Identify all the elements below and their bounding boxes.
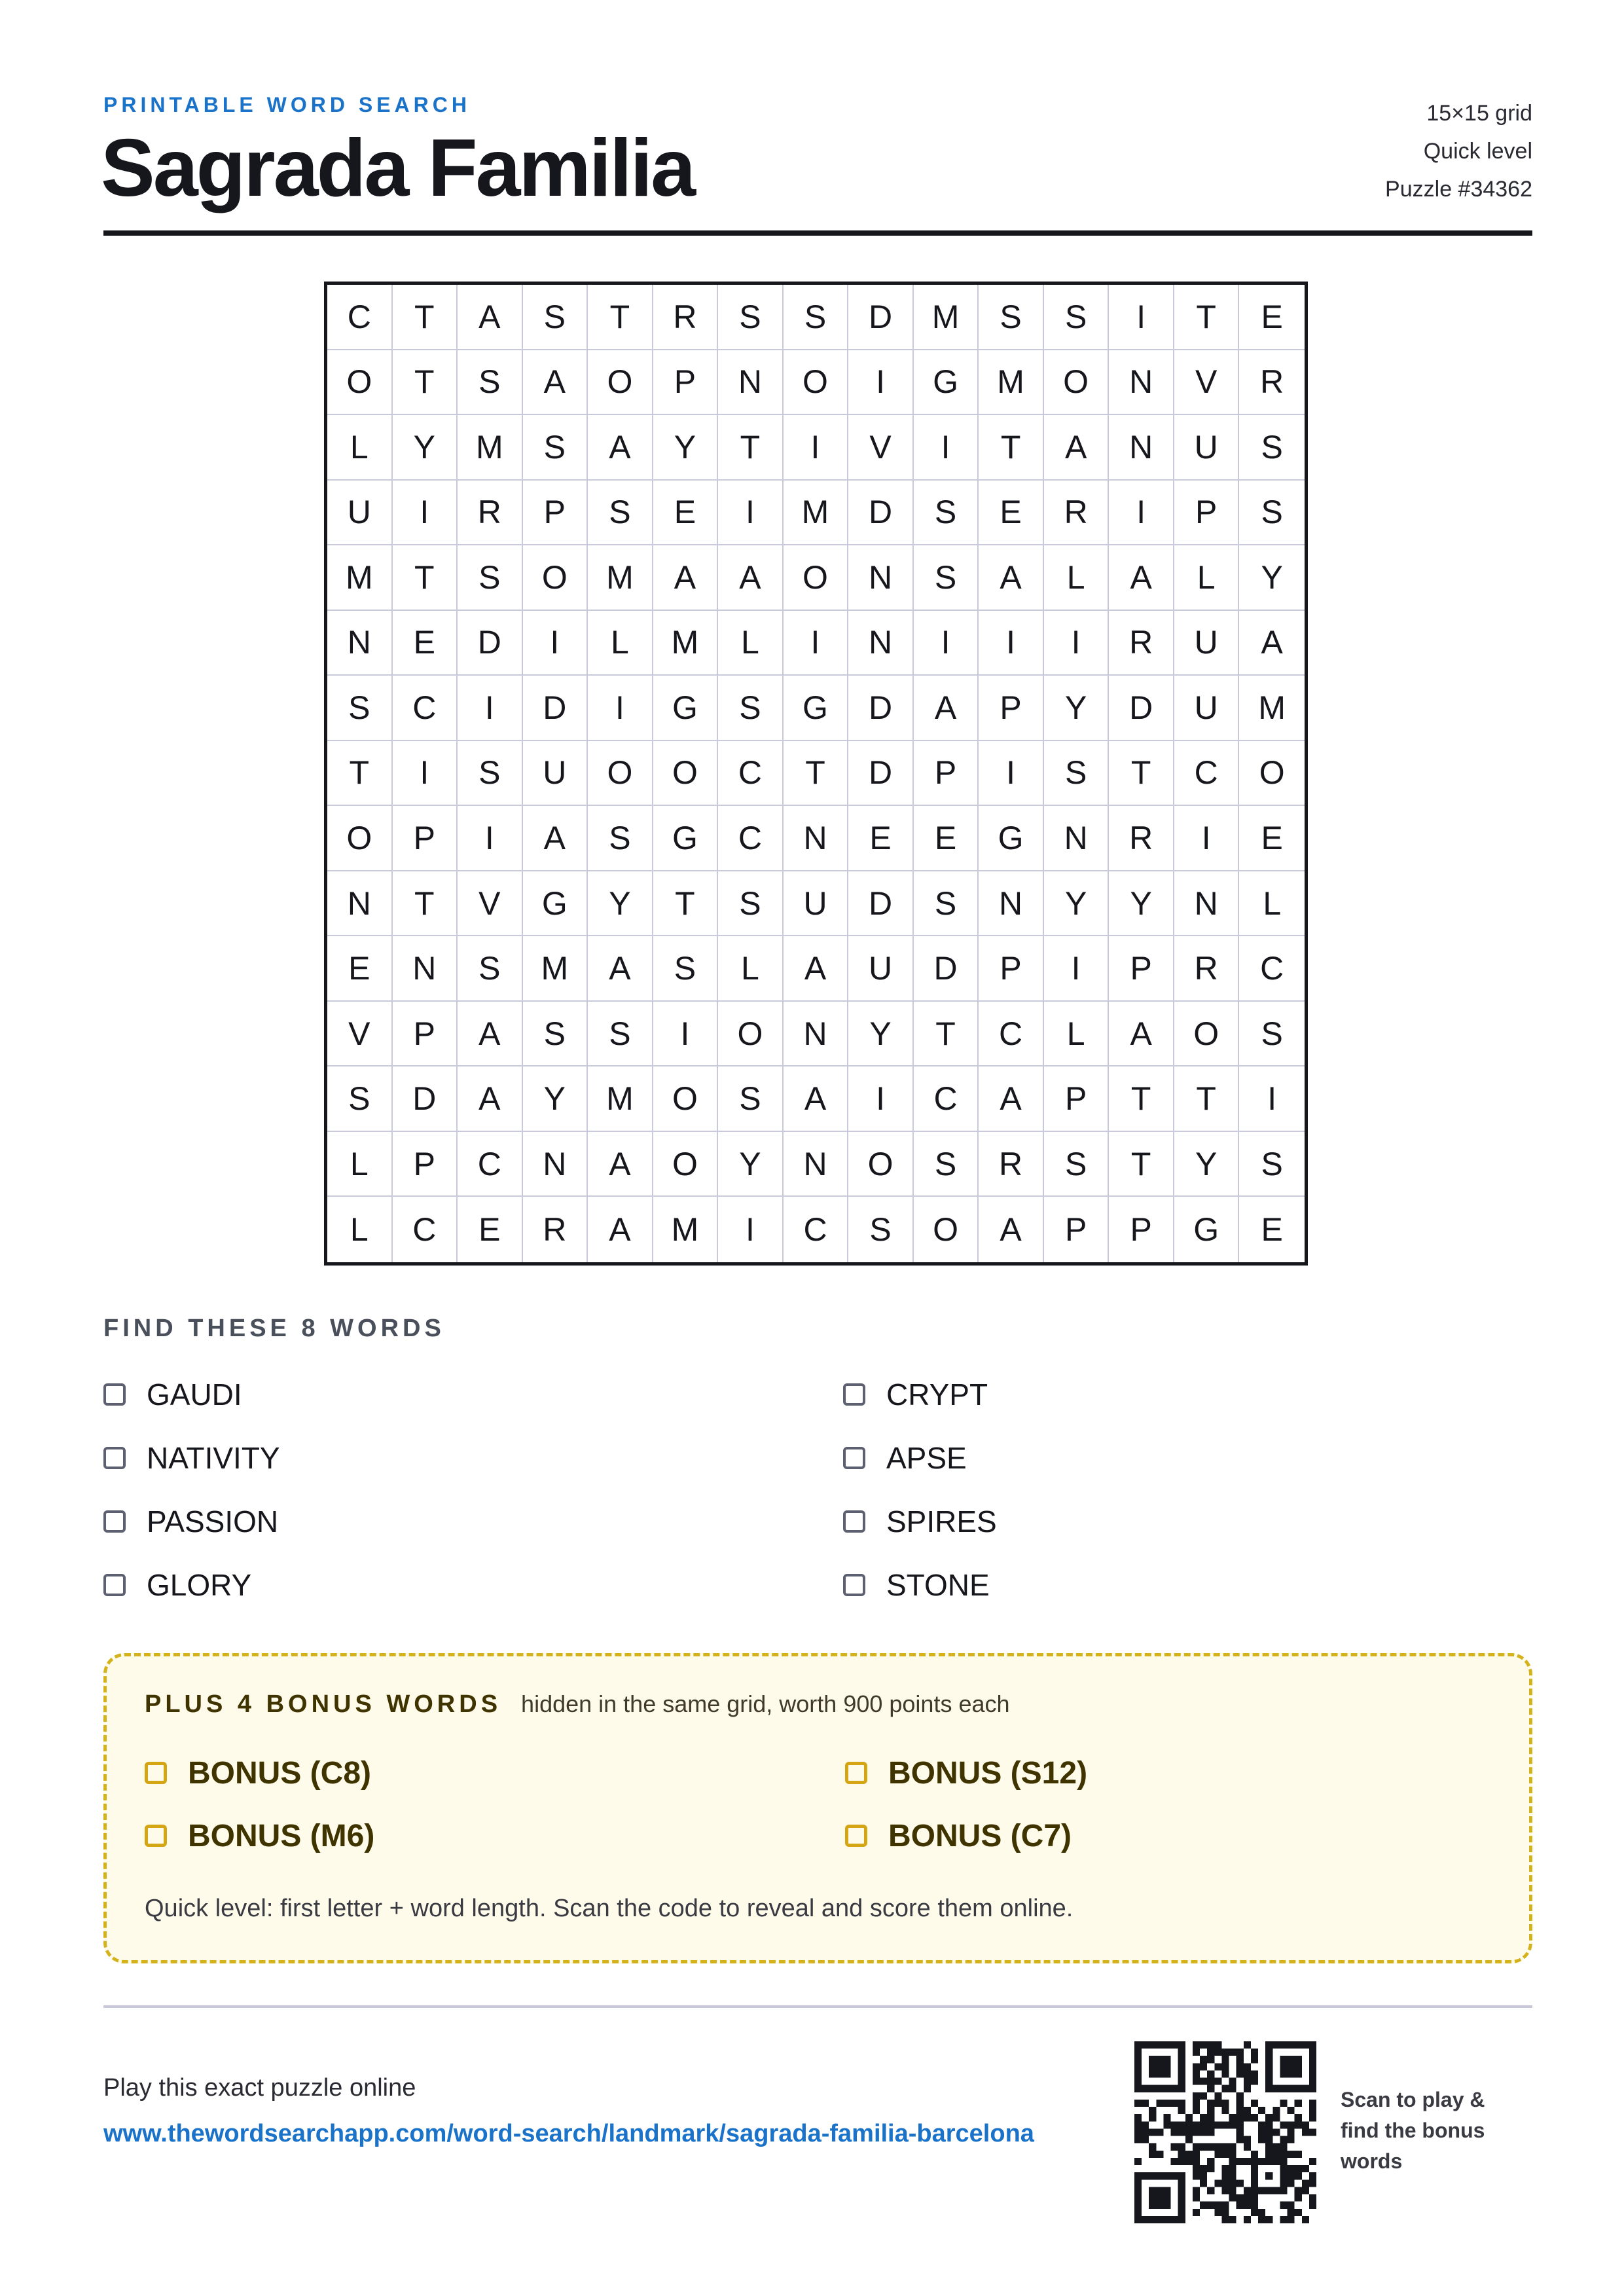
grid-cell[interactable]: M: [523, 936, 588, 1002]
grid-cell[interactable]: R: [653, 285, 719, 350]
word-list-item[interactable]: [843, 1498, 1532, 1545]
bonus-word-item[interactable]: [845, 1749, 1303, 1796]
grid-cell[interactable]: S: [1044, 741, 1110, 807]
grid-cell[interactable]: R: [1239, 350, 1305, 416]
checkbox-icon[interactable]: [843, 1383, 865, 1406]
grid-cell[interactable]: O: [1174, 1002, 1240, 1067]
puzzle-url-link[interactable]: www.thewordsearchapp.com/word-search/landmark/sagrada-familia-barcelona: [103, 2120, 1034, 2147]
grid-cell[interactable]: R: [979, 1132, 1044, 1197]
grid-cell[interactable]: P: [653, 350, 719, 416]
grid-cell[interactable]: Y: [848, 1002, 914, 1067]
play-online-label: Play this exact puzzle online: [103, 2074, 416, 2102]
grid-cell[interactable]: E: [393, 611, 458, 676]
grid-cell[interactable]: Y: [653, 415, 719, 481]
grid-cell[interactable]: S: [588, 1002, 653, 1067]
grid-cell[interactable]: S: [1239, 481, 1305, 546]
grid-cell[interactable]: P: [914, 741, 979, 807]
grid-cell[interactable]: T: [653, 871, 719, 937]
grid-cell[interactable]: I: [1109, 481, 1174, 546]
grid-cell[interactable]: S: [653, 936, 719, 1002]
grid-cell[interactable]: A: [653, 545, 719, 611]
grid-cell[interactable]: E: [1239, 806, 1305, 871]
grid-cell[interactable]: G: [523, 871, 588, 937]
grid-cell[interactable]: S: [1044, 285, 1110, 350]
grid-cell[interactable]: S: [914, 481, 979, 546]
word-list-item[interactable]: [843, 1371, 1532, 1418]
grid-cell[interactable]: R: [1174, 936, 1240, 1002]
word-label: NATIVITY: [147, 1441, 280, 1475]
checkbox-icon[interactable]: [103, 1510, 126, 1533]
grid-cell[interactable]: L: [588, 611, 653, 676]
grid-cell[interactable]: M: [458, 415, 523, 481]
grid-cell[interactable]: O: [588, 741, 653, 807]
grid-cell[interactable]: I: [1109, 285, 1174, 350]
grid-cell[interactable]: M: [588, 1066, 653, 1132]
word-list-item[interactable]: [843, 1434, 1532, 1482]
grid-cell[interactable]: O: [653, 1066, 719, 1132]
grid-cell[interactable]: N: [1044, 806, 1110, 871]
grid-cell[interactable]: A: [458, 1066, 523, 1132]
grid-cell[interactable]: R: [523, 1197, 588, 1262]
grid-cell[interactable]: T: [1109, 741, 1174, 807]
grid-cell[interactable]: I: [718, 481, 784, 546]
bonus-word-label: BONUS (M6): [188, 1818, 375, 1853]
grid-cell[interactable]: C: [784, 1197, 849, 1262]
grid-cell[interactable]: S: [784, 285, 849, 350]
grid-cell[interactable]: I: [393, 741, 458, 807]
grid-cell[interactable]: D: [848, 285, 914, 350]
grid-cell[interactable]: N: [393, 936, 458, 1002]
grid-cell[interactable]: N: [718, 350, 784, 416]
grid-cell[interactable]: A: [523, 350, 588, 416]
grid-cell[interactable]: V: [1174, 350, 1240, 416]
bonus-word-item[interactable]: [845, 1812, 1303, 1859]
header-divider: [103, 230, 1532, 236]
grid-cell[interactable]: M: [653, 1197, 719, 1262]
grid-cell[interactable]: G: [653, 676, 719, 741]
checkbox-icon[interactable]: [843, 1574, 865, 1596]
grid-cell[interactable]: S: [718, 285, 784, 350]
grid-cell[interactable]: S: [458, 545, 523, 611]
grid-cell[interactable]: S: [458, 350, 523, 416]
grid-cell[interactable]: E: [1239, 285, 1305, 350]
grid-cell[interactable]: N: [1174, 871, 1240, 937]
grid-cell[interactable]: A: [979, 545, 1044, 611]
grid-cell[interactable]: N: [784, 806, 849, 871]
grid-cell[interactable]: Y: [588, 871, 653, 937]
grid-cell[interactable]: U: [1174, 676, 1240, 741]
grid-cell[interactable]: D: [458, 611, 523, 676]
grid-cell[interactable]: Y: [393, 415, 458, 481]
grid-cell[interactable]: A: [784, 1066, 849, 1132]
grid-cell[interactable]: C: [718, 806, 784, 871]
grid-cell[interactable]: T: [393, 350, 458, 416]
word-label: APSE: [886, 1441, 967, 1475]
grid-cell[interactable]: S: [1239, 415, 1305, 481]
letter-grid: [324, 282, 1308, 1266]
grid-cell[interactable]: T: [1174, 285, 1240, 350]
grid-cell[interactable]: L: [1044, 545, 1110, 611]
grid-cell[interactable]: A: [1239, 611, 1305, 676]
grid-cell[interactable]: O: [653, 741, 719, 807]
grid-cell[interactable]: A: [588, 1132, 653, 1197]
grid-cell[interactable]: I: [848, 350, 914, 416]
grid-cell[interactable]: N: [784, 1002, 849, 1067]
grid-cell[interactable]: A: [914, 676, 979, 741]
grid-cell[interactable]: E: [979, 481, 1044, 546]
grid-cell[interactable]: E: [848, 806, 914, 871]
grid-cell[interactable]: P: [523, 481, 588, 546]
grid-cell[interactable]: A: [1044, 415, 1110, 481]
grid-cell[interactable]: I: [588, 676, 653, 741]
word-label: GAUDI: [147, 1377, 242, 1412]
grid-cell[interactable]: S: [523, 415, 588, 481]
grid-cell[interactable]: C: [718, 741, 784, 807]
bonus-word-label: BONUS (S12): [888, 1755, 1088, 1791]
grid-cell[interactable]: I: [784, 611, 849, 676]
word-list-item[interactable]: [103, 1498, 843, 1545]
grid-cell[interactable]: L: [327, 1132, 393, 1197]
footer-divider: [103, 2005, 1532, 2008]
grid-cell[interactable]: V: [458, 871, 523, 937]
grid-cell[interactable]: S: [914, 1132, 979, 1197]
grid-cell[interactable]: I: [1044, 936, 1110, 1002]
grid-cell[interactable]: S: [458, 936, 523, 1002]
grid-cell[interactable]: A: [784, 936, 849, 1002]
grid-cell[interactable]: R: [1044, 481, 1110, 546]
grid-cell[interactable]: M: [979, 350, 1044, 416]
grid-cell[interactable]: C: [1239, 936, 1305, 1002]
grid-cell[interactable]: D: [914, 936, 979, 1002]
grid-cell[interactable]: G: [784, 676, 849, 741]
grid-cell[interactable]: C: [393, 676, 458, 741]
grid-cell[interactable]: R: [1109, 806, 1174, 871]
grid-size-label: 15×15 grid: [1426, 101, 1532, 126]
grid-cell[interactable]: Y: [1239, 545, 1305, 611]
grid-cell[interactable]: C: [979, 1002, 1044, 1067]
bonus-word-item[interactable]: [145, 1749, 845, 1796]
grid-cell[interactable]: L: [327, 1197, 393, 1262]
grid-cell[interactable]: S: [458, 741, 523, 807]
grid-cell[interactable]: T: [914, 1002, 979, 1067]
level-label: Quick level: [1423, 139, 1532, 164]
checkbox-icon[interactable]: [145, 1762, 167, 1784]
grid-cell[interactable]: S: [327, 676, 393, 741]
grid-cell[interactable]: A: [588, 415, 653, 481]
word-list-item[interactable]: [103, 1434, 843, 1482]
grid-cell[interactable]: A: [588, 1197, 653, 1262]
grid-cell[interactable]: A: [588, 936, 653, 1002]
grid-cell[interactable]: O: [327, 806, 393, 871]
grid-cell[interactable]: T: [1109, 1132, 1174, 1197]
page-eyebrow: PRINTABLE WORD SEARCH: [103, 93, 471, 117]
bonus-word-label: BONUS (C8): [188, 1755, 372, 1791]
grid-cell[interactable]: Y: [1174, 1132, 1240, 1197]
grid-cell[interactable]: T: [1109, 1066, 1174, 1132]
grid-cell[interactable]: U: [1174, 611, 1240, 676]
grid-cell[interactable]: S: [1239, 1002, 1305, 1067]
checkbox-icon[interactable]: [845, 1825, 867, 1847]
grid-cell[interactable]: I: [393, 481, 458, 546]
checkbox-icon[interactable]: [103, 1383, 126, 1406]
bonus-panel: [103, 1653, 1532, 1963]
grid-cell[interactable]: E: [653, 481, 719, 546]
checkbox-icon[interactable]: [103, 1574, 126, 1596]
grid-cell[interactable]: A: [979, 1197, 1044, 1262]
grid-cell[interactable]: N: [848, 545, 914, 611]
puzzle-meta: [1385, 94, 1532, 208]
grid-cell[interactable]: D: [393, 1066, 458, 1132]
checkbox-icon[interactable]: [103, 1447, 126, 1469]
grid-cell[interactable]: L: [718, 611, 784, 676]
grid-cell[interactable]: S: [718, 676, 784, 741]
word-label: GLORY: [147, 1568, 252, 1602]
grid-cell[interactable]: A: [979, 1066, 1044, 1132]
grid-cell[interactable]: Y: [718, 1132, 784, 1197]
grid-cell[interactable]: I: [784, 415, 849, 481]
grid-cell[interactable]: Y: [523, 1066, 588, 1132]
grid-cell[interactable]: P: [1044, 1197, 1110, 1262]
checkbox-icon[interactable]: [845, 1762, 867, 1784]
grid-cell[interactable]: U: [848, 936, 914, 1002]
grid-cell[interactable]: M: [914, 285, 979, 350]
grid-cell[interactable]: I: [848, 1066, 914, 1132]
bonus-subheading: hidden in the same grid, worth 900 points each: [521, 1690, 1010, 1717]
grid-cell[interactable]: Y: [1044, 871, 1110, 937]
word-label: SPIRES: [886, 1504, 997, 1539]
grid-cell[interactable]: S: [1239, 1132, 1305, 1197]
grid-cell[interactable]: P: [1109, 936, 1174, 1002]
grid-cell[interactable]: N: [848, 611, 914, 676]
grid-cell[interactable]: N: [327, 611, 393, 676]
grid-cell[interactable]: O: [1044, 350, 1110, 416]
grid-cell[interactable]: G: [914, 350, 979, 416]
grid-cell[interactable]: A: [458, 285, 523, 350]
grid-cell[interactable]: D: [848, 871, 914, 937]
bonus-word-item[interactable]: [145, 1812, 845, 1859]
grid-cell[interactable]: A: [1109, 545, 1174, 611]
grid-cell[interactable]: O: [848, 1132, 914, 1197]
grid-cell[interactable]: E: [327, 936, 393, 1002]
grid-cell[interactable]: L: [1239, 871, 1305, 937]
grid-cell[interactable]: E: [458, 1197, 523, 1262]
grid-cell[interactable]: I: [458, 806, 523, 871]
grid-cell[interactable]: I: [1239, 1066, 1305, 1132]
checkbox-icon[interactable]: [843, 1510, 865, 1533]
word-label: PASSION: [147, 1504, 279, 1539]
grid-cell[interactable]: U: [784, 871, 849, 937]
grid-cell[interactable]: O: [784, 350, 849, 416]
grid-cell[interactable]: P: [979, 676, 1044, 741]
grid-cell[interactable]: G: [979, 806, 1044, 871]
grid-cell[interactable]: S: [588, 806, 653, 871]
grid-cell[interactable]: S: [979, 285, 1044, 350]
grid-cell[interactable]: T: [784, 741, 849, 807]
grid-cell[interactable]: M: [784, 481, 849, 546]
grid-cell[interactable]: T: [718, 415, 784, 481]
grid-cell[interactable]: I: [979, 611, 1044, 676]
grid-cell[interactable]: I: [914, 611, 979, 676]
grid-cell[interactable]: P: [1044, 1066, 1110, 1132]
grid-cell[interactable]: M: [588, 545, 653, 611]
grid-cell[interactable]: Y: [1109, 871, 1174, 937]
grid-cell[interactable]: M: [327, 545, 393, 611]
grid-cell[interactable]: N: [523, 1132, 588, 1197]
grid-cell[interactable]: P: [1174, 481, 1240, 546]
bonus-word-list: [145, 1749, 1303, 1875]
grid-cell[interactable]: L: [718, 936, 784, 1002]
grid-cell[interactable]: S: [1044, 1132, 1110, 1197]
bonus-word-label: BONUS (C7): [888, 1818, 1072, 1853]
grid-cell[interactable]: O: [523, 545, 588, 611]
grid-cell[interactable]: I: [718, 1197, 784, 1262]
grid-cell[interactable]: S: [718, 871, 784, 937]
grid-cell[interactable]: G: [1174, 1197, 1240, 1262]
grid-cell[interactable]: R: [458, 481, 523, 546]
grid-cell[interactable]: P: [393, 1002, 458, 1067]
grid-cell[interactable]: V: [327, 1002, 393, 1067]
grid-cell[interactable]: P: [393, 806, 458, 871]
grid-cell[interactable]: R: [1109, 611, 1174, 676]
grid-cell[interactable]: L: [1044, 1002, 1110, 1067]
grid-cell[interactable]: D: [848, 741, 914, 807]
grid-cell[interactable]: O: [653, 1132, 719, 1197]
grid-cell[interactable]: O: [914, 1197, 979, 1262]
grid-cell[interactable]: C: [914, 1066, 979, 1132]
grid-cell[interactable]: S: [588, 481, 653, 546]
page-title: Sagrada Familia: [101, 123, 695, 213]
grid-cell[interactable]: D: [1109, 676, 1174, 741]
grid-cell[interactable]: M: [653, 611, 719, 676]
grid-cell[interactable]: T: [327, 741, 393, 807]
grid-cell[interactable]: I: [1174, 806, 1240, 871]
grid-cell[interactable]: S: [327, 1066, 393, 1132]
grid-cell[interactable]: U: [1174, 415, 1240, 481]
grid-cell[interactable]: L: [327, 415, 393, 481]
checkbox-icon[interactable]: [145, 1825, 167, 1847]
grid-cell[interactable]: D: [848, 676, 914, 741]
checkbox-icon[interactable]: [843, 1447, 865, 1469]
grid-cell[interactable]: S: [914, 545, 979, 611]
scan-instructions: Scan to play & find the bonus words: [1341, 2088, 1485, 2173]
grid-cell[interactable]: E: [1261, 1211, 1283, 1248]
grid-cell[interactable]: S: [848, 1197, 914, 1262]
grid-cell[interactable]: I: [979, 741, 1044, 807]
word-list-item[interactable]: [843, 1561, 1532, 1609]
grid-cell[interactable]: O: [588, 350, 653, 416]
grid-cell[interactable]: U: [523, 741, 588, 807]
grid-cell[interactable]: D: [523, 676, 588, 741]
grid-cell[interactable]: P: [1109, 1197, 1174, 1262]
bonus-header: [145, 1690, 1010, 1719]
grid-cell[interactable]: T: [979, 415, 1044, 481]
grid-cell[interactable]: I: [653, 1002, 719, 1067]
grid-cell[interactable]: S: [718, 1066, 784, 1132]
word-label: CRYPT: [886, 1377, 988, 1412]
qr-code-icon[interactable]: [1134, 2041, 1316, 2223]
grid-cell[interactable]: L: [1174, 545, 1240, 611]
grid-cell[interactable]: Y: [1044, 676, 1110, 741]
bonus-note: Quick level: first letter + word length. Scan the code to reveal and score them online.: [145, 1895, 1074, 1922]
word-list-item[interactable]: [103, 1371, 843, 1418]
grid-cell[interactable]: N: [327, 871, 393, 937]
grid-cell[interactable]: D: [848, 481, 914, 546]
grid-cell[interactable]: C: [1174, 741, 1240, 807]
grid-cell[interactable]: O: [327, 350, 393, 416]
grid-cell[interactable]: O: [784, 545, 849, 611]
grid-cell[interactable]: E: [914, 806, 979, 871]
grid-cell[interactable]: N: [979, 871, 1044, 937]
grid-cell[interactable]: C: [327, 285, 393, 350]
puzzle-id-label: Puzzle #34362: [1385, 177, 1532, 202]
grid-cell[interactable]: N: [784, 1132, 849, 1197]
grid-cell[interactable]: N: [1109, 350, 1174, 416]
grid-cell[interactable]: S: [914, 871, 979, 937]
grid-cell[interactable]: T: [1174, 1066, 1240, 1132]
grid-cell[interactable]: A: [1109, 1002, 1174, 1067]
grid-cell[interactable]: S: [523, 1002, 588, 1067]
grid-cell[interactable]: C: [393, 1197, 458, 1262]
grid-cell[interactable]: A: [458, 1002, 523, 1067]
grid-cell[interactable]: S: [523, 285, 588, 350]
word-list: [103, 1371, 1532, 1625]
grid-cell[interactable]: T: [393, 545, 458, 611]
grid-cell[interactable]: A: [718, 545, 784, 611]
grid-cell[interactable]: I: [523, 611, 588, 676]
grid-cell[interactable]: N: [1109, 415, 1174, 481]
word-label: STONE: [886, 1568, 990, 1602]
grid-cell[interactable]: O: [718, 1002, 784, 1067]
grid-cell[interactable]: O: [1239, 741, 1305, 807]
grid-cell[interactable]: P: [979, 936, 1044, 1002]
word-list-heading: FIND THESE 8 WORDS: [103, 1315, 445, 1342]
grid-cell[interactable]: V: [848, 415, 914, 481]
grid-cell[interactable]: I: [914, 415, 979, 481]
grid-cell[interactable]: I: [458, 676, 523, 741]
word-list-item[interactable]: [103, 1561, 843, 1609]
grid-cell[interactable]: G: [653, 806, 719, 871]
grid-cell[interactable]: P: [393, 1132, 458, 1197]
grid-cell[interactable]: T: [393, 871, 458, 937]
bonus-heading: PLUS 4 BONUS WORDS: [145, 1690, 502, 1718]
grid-cell[interactable]: U: [327, 481, 393, 546]
grid-cell[interactable]: C: [458, 1132, 523, 1197]
grid-cell[interactable]: T: [588, 285, 653, 350]
grid-cell[interactable]: M: [1239, 676, 1305, 741]
grid-cell[interactable]: A: [523, 806, 588, 871]
grid-cell[interactable]: I: [1044, 611, 1110, 676]
grid-cell[interactable]: T: [393, 285, 458, 350]
